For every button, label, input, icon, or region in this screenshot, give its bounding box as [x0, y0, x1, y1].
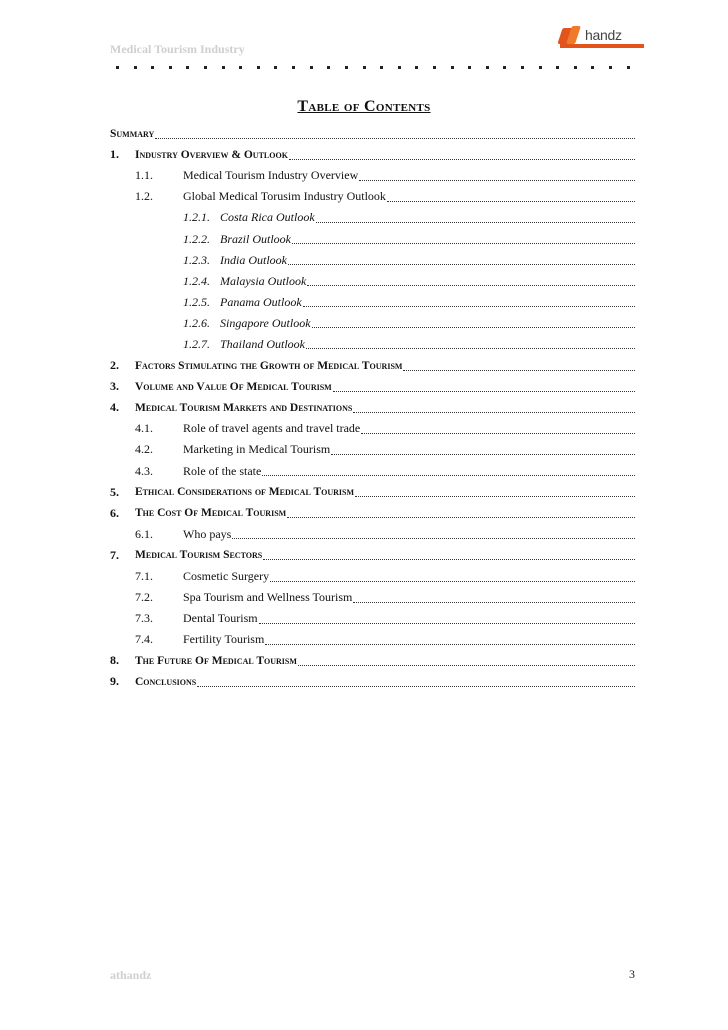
- toc-dot-leader: [288, 263, 635, 265]
- toc-entry[interactable]: [110, 671, 636, 692]
- logo-text: handz: [585, 27, 622, 43]
- toc-entry-label: Cosmetic Surgery: [183, 569, 270, 584]
- toc-entry-number: 1.2.4.: [183, 273, 210, 288]
- divider-dot: [591, 66, 594, 69]
- toc-entry-label: Role of the state: [183, 463, 262, 478]
- divider-dot: [310, 66, 313, 69]
- divider-dot: [433, 66, 436, 69]
- athandz-logo: [560, 24, 650, 46]
- toc-entry[interactable]: [110, 228, 636, 249]
- toc-entry-number: 1.2.5.: [183, 294, 210, 309]
- toc-entry-number: 1.: [110, 147, 119, 162]
- toc-dot-leader: [303, 305, 635, 307]
- toc-entry-label: Medical Tourism Markets and Destinations: [135, 401, 353, 414]
- divider-dot: [486, 66, 489, 69]
- divider-dot: [116, 66, 119, 69]
- divider-dot: [204, 66, 207, 69]
- toc-entry-number: 4.1.: [135, 421, 153, 436]
- toc-entry[interactable]: [110, 292, 636, 313]
- divider-dot: [345, 66, 348, 69]
- toc-entry-label: Brazil Outlook: [220, 231, 291, 246]
- toc-entry-label: Fertility Tourism: [183, 632, 265, 647]
- toc-entry[interactable]: [110, 545, 636, 566]
- toc-dot-leader: [359, 179, 635, 181]
- toc-title: Table of Contents: [297, 98, 431, 115]
- toc-entry-number: 3.: [110, 379, 119, 394]
- toc-entry-number: 6.: [110, 505, 119, 520]
- toc-entry-label: Global Medical Torusim Industry Outlook: [183, 189, 386, 204]
- toc-dot-leader: [387, 200, 635, 202]
- toc-entry-label: Panama Outlook: [220, 294, 302, 309]
- toc-entry-number: 7.: [110, 547, 119, 562]
- toc-entry-label: Costa Rica Outlook: [220, 210, 315, 225]
- toc-entry-label: Factors Stimulating the Growth of Medical Tourism: [135, 359, 403, 372]
- divider-dot: [134, 66, 137, 69]
- toc-entry-number: 8.: [110, 653, 119, 668]
- divider-dot: [239, 66, 242, 69]
- toc-entry-label: The Cost Of Medical Tourism: [135, 507, 287, 520]
- toc-entry[interactable]: [110, 629, 636, 650]
- toc-dot-leader: [361, 432, 635, 434]
- toc-entry-number: 7.2.: [135, 590, 153, 605]
- toc-dot-leader: [353, 411, 635, 413]
- toc-entry-number: 4.3.: [135, 463, 153, 478]
- toc-dot-leader: [259, 622, 635, 624]
- toc-dot-leader: [270, 580, 635, 582]
- toc-entry-number: 1.2.1.: [183, 210, 210, 225]
- divider-dot: [398, 66, 401, 69]
- divider-dot: [609, 66, 612, 69]
- toc-entry-number: 9.: [110, 674, 119, 689]
- toc-entry[interactable]: [110, 439, 636, 460]
- toc-entry-number: 4.2.: [135, 442, 153, 457]
- toc-entry[interactable]: [110, 482, 636, 503]
- toc-entry-number: 1.1.: [135, 168, 153, 183]
- toc-dot-leader: [312, 326, 635, 328]
- table-of-contents: [110, 123, 636, 693]
- toc-entry[interactable]: [110, 123, 636, 144]
- toc-entry-label: Industry Overview & Outlook: [135, 148, 288, 161]
- toc-dot-leader: [197, 685, 635, 687]
- divider-dot: [627, 66, 630, 69]
- toc-entry-number: 1.2.7.: [183, 336, 210, 351]
- toc-entry-number: 1.2.3.: [183, 252, 210, 267]
- toc-entry-label: Dental Tourism: [183, 611, 258, 626]
- toc-entry[interactable]: [110, 250, 636, 271]
- toc-entry[interactable]: [110, 587, 636, 608]
- toc-dot-leader: [316, 221, 635, 223]
- divider-dot: [151, 66, 154, 69]
- toc-entry-label: Role of travel agents and travel trade: [183, 421, 361, 436]
- toc-entry[interactable]: [110, 334, 636, 355]
- divider-dot: [257, 66, 260, 69]
- toc-entry[interactable]: [110, 397, 636, 418]
- toc-dot-leader: [333, 390, 635, 392]
- divider-dot: [380, 66, 383, 69]
- toc-entry-number: 7.4.: [135, 632, 153, 647]
- toc-dot-leader: [306, 347, 635, 349]
- divider-dot: [556, 66, 559, 69]
- toc-entry[interactable]: [110, 461, 636, 482]
- toc-entry[interactable]: [110, 144, 636, 165]
- toc-entry-number: 5.: [110, 484, 119, 499]
- divider-dot: [169, 66, 172, 69]
- toc-entry-label: Ethical Considerations of Medical Tourism: [135, 486, 355, 499]
- toc-entry[interactable]: [110, 271, 636, 292]
- divider-dot: [503, 66, 506, 69]
- toc-entry[interactable]: [110, 418, 636, 439]
- divider-dot: [222, 66, 225, 69]
- toc-entry[interactable]: [110, 650, 636, 671]
- toc-entry-number: 1.2.6.: [183, 315, 210, 330]
- toc-entry[interactable]: [110, 566, 636, 587]
- toc-entry-number: 4.: [110, 400, 119, 415]
- toc-entry[interactable]: [110, 313, 636, 334]
- athandz-logo-icon: [560, 26, 582, 44]
- toc-dot-leader: [232, 537, 635, 539]
- toc-entry-number: 1.2.2.: [183, 231, 210, 246]
- toc-dot-leader: [155, 137, 635, 139]
- logo-underline: [560, 44, 644, 48]
- toc-entry-number: 6.1.: [135, 526, 153, 541]
- toc-entry-label: Summary: [110, 127, 155, 140]
- toc-entry[interactable]: [110, 207, 636, 228]
- toc-entry-label: Singapore Outlook: [220, 315, 311, 330]
- footer-brand: athandz: [110, 968, 152, 982]
- toc-entry[interactable]: [110, 376, 636, 397]
- toc-entry[interactable]: [110, 186, 636, 207]
- divider-dot: [451, 66, 454, 69]
- divider-dot: [327, 66, 330, 69]
- toc-entry-number: 2.: [110, 358, 119, 373]
- toc-dot-leader: [298, 664, 635, 666]
- divider-dot: [415, 66, 418, 69]
- toc-entry[interactable]: [110, 503, 636, 524]
- toc-entry-label: Malaysia Outlook: [220, 273, 307, 288]
- toc-entry-label: India Outlook: [220, 252, 287, 267]
- divider-dot: [539, 66, 542, 69]
- toc-entry-label: The Future Of Medical Tourism: [135, 654, 297, 667]
- toc-dot-leader: [353, 601, 635, 603]
- toc-entry-label: Conclusions: [135, 675, 197, 688]
- toc-entry-label: Spa Tourism and Wellness Tourism: [183, 590, 353, 605]
- toc-dot-leader: [292, 242, 635, 244]
- toc-dot-leader: [263, 558, 635, 560]
- toc-entry-number: 7.1.: [135, 569, 153, 584]
- toc-dot-leader: [331, 453, 635, 455]
- running-header-title: Medical Tourism Industry: [110, 42, 245, 56]
- divider-dot: [521, 66, 524, 69]
- toc-dot-leader: [262, 474, 635, 476]
- toc-dot-leader: [265, 643, 635, 645]
- toc-entry-label: Who pays: [183, 526, 232, 541]
- toc-entry[interactable]: [110, 608, 636, 629]
- toc-dot-leader: [289, 158, 635, 160]
- divider-dot: [363, 66, 366, 69]
- toc-dot-leader: [307, 284, 635, 286]
- divider-dot: [468, 66, 471, 69]
- page-number: 3: [629, 967, 635, 981]
- toc-entry-number: 1.2.: [135, 189, 153, 204]
- toc-entry-label: Medical Tourism Sectors: [135, 549, 263, 562]
- toc-entry-label: Medical Tourism Industry Overview: [183, 168, 359, 183]
- toc-entry-label: Thailand Outlook: [220, 336, 306, 351]
- divider-dot: [274, 66, 277, 69]
- divider-dot: [292, 66, 295, 69]
- toc-entry[interactable]: [110, 524, 636, 545]
- toc-entry[interactable]: [110, 165, 636, 186]
- toc-entry-number: 7.3.: [135, 611, 153, 626]
- toc-dot-leader: [403, 369, 635, 371]
- divider-dot: [186, 66, 189, 69]
- toc-entry-label: Volume and Value Of Medical Tourism: [135, 380, 332, 393]
- toc-dot-leader: [287, 516, 635, 518]
- toc-entry-label: Marketing in Medical Tourism: [183, 442, 331, 457]
- toc-entry[interactable]: [110, 355, 636, 376]
- toc-dot-leader: [355, 495, 635, 497]
- divider-dot: [574, 66, 577, 69]
- header-dot-divider: [116, 66, 630, 69]
